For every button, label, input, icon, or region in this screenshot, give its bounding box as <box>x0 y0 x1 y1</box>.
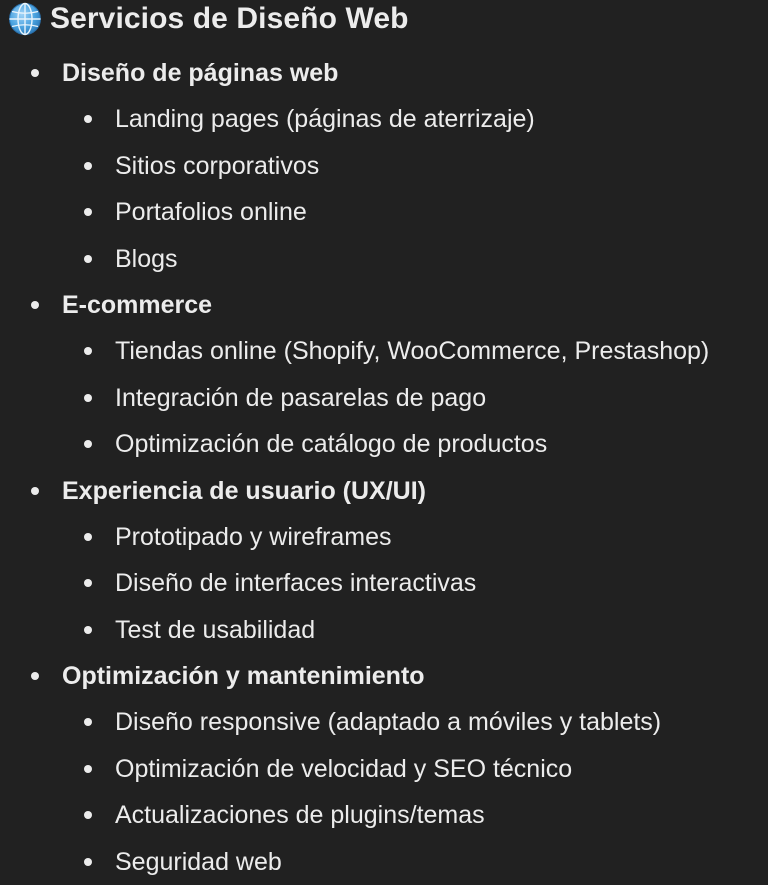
list-item-label: Integración de pasarelas de pago <box>115 383 487 412</box>
section-item <box>0 468 709 654</box>
bullet-icon <box>84 347 92 355</box>
bullet-icon <box>84 208 92 216</box>
list-item <box>0 96 709 142</box>
list-item <box>0 514 709 560</box>
bullet-icon <box>84 394 92 402</box>
bullet-icon <box>31 301 39 309</box>
list-item <box>0 421 709 467</box>
list-item-label: Blogs <box>115 244 178 273</box>
list-item-label: Tiendas online (Shopify, WooCommerce, Prestashop) <box>115 337 710 366</box>
bullet-icon <box>84 440 92 448</box>
list-item-label: Landing pages (páginas de aterrizaje) <box>115 105 535 134</box>
list-item-label: Optimización de velocidad y SEO técnico <box>115 754 573 783</box>
section-heading <box>0 468 709 514</box>
bullet-icon <box>31 69 39 77</box>
globe-icon <box>8 2 42 36</box>
bullet-icon <box>84 579 92 587</box>
sub-list <box>0 96 709 282</box>
bullet-icon <box>84 255 92 263</box>
section-item <box>0 282 709 468</box>
bullet-icon <box>84 162 92 170</box>
list-item <box>0 189 709 235</box>
list-item-label: Sitios corporativos <box>115 151 320 180</box>
bullet-icon <box>31 487 39 495</box>
sub-list <box>0 699 709 885</box>
page-title <box>8 0 409 38</box>
sub-list <box>0 328 709 467</box>
list-item-label: Diseño de interfaces interactivas <box>115 569 477 598</box>
list-item-label: Test de usabilidad <box>115 615 316 644</box>
bullet-icon <box>84 811 92 819</box>
section-item <box>0 653 709 885</box>
services-list <box>0 50 709 885</box>
list-item <box>0 143 709 189</box>
list-item <box>0 236 709 282</box>
section-label: E-commerce <box>62 290 213 319</box>
bullet-icon <box>84 765 92 773</box>
bullet-icon <box>84 115 92 123</box>
section-heading <box>0 282 709 328</box>
list-item <box>0 560 709 606</box>
list-item <box>0 746 709 792</box>
list-item <box>0 607 709 653</box>
list-item-label: Diseño responsive (adaptado a móviles y tablets) <box>115 708 662 737</box>
list-item-label: Portafolios online <box>115 198 307 227</box>
bullet-icon <box>84 626 92 634</box>
sub-list <box>0 514 709 653</box>
bullet-icon <box>84 533 92 541</box>
list-item-label: Actualizaciones de plugins/temas <box>115 801 485 830</box>
section-label: Diseño de páginas web <box>62 59 339 87</box>
page-title-text: Servicios de Diseño Web <box>50 2 409 35</box>
list-item-label: Seguridad web <box>115 847 282 876</box>
list-item-label: Prototipado y wireframes <box>115 522 392 551</box>
list-item <box>0 699 709 745</box>
list-item <box>0 328 709 374</box>
section-heading <box>0 50 709 96</box>
list-item <box>0 839 709 885</box>
bullet-icon <box>31 672 39 680</box>
bullet-icon <box>84 858 92 866</box>
list-item <box>0 375 709 421</box>
section-item <box>0 50 709 282</box>
section-label: Experiencia de usuario (UX/UI) <box>62 476 426 505</box>
list-item <box>0 792 709 838</box>
bullet-icon <box>84 718 92 726</box>
list-item-label: Optimización de catálogo de productos <box>115 430 548 459</box>
section-heading <box>0 653 709 699</box>
section-label: Optimización y mantenimiento <box>62 662 425 691</box>
